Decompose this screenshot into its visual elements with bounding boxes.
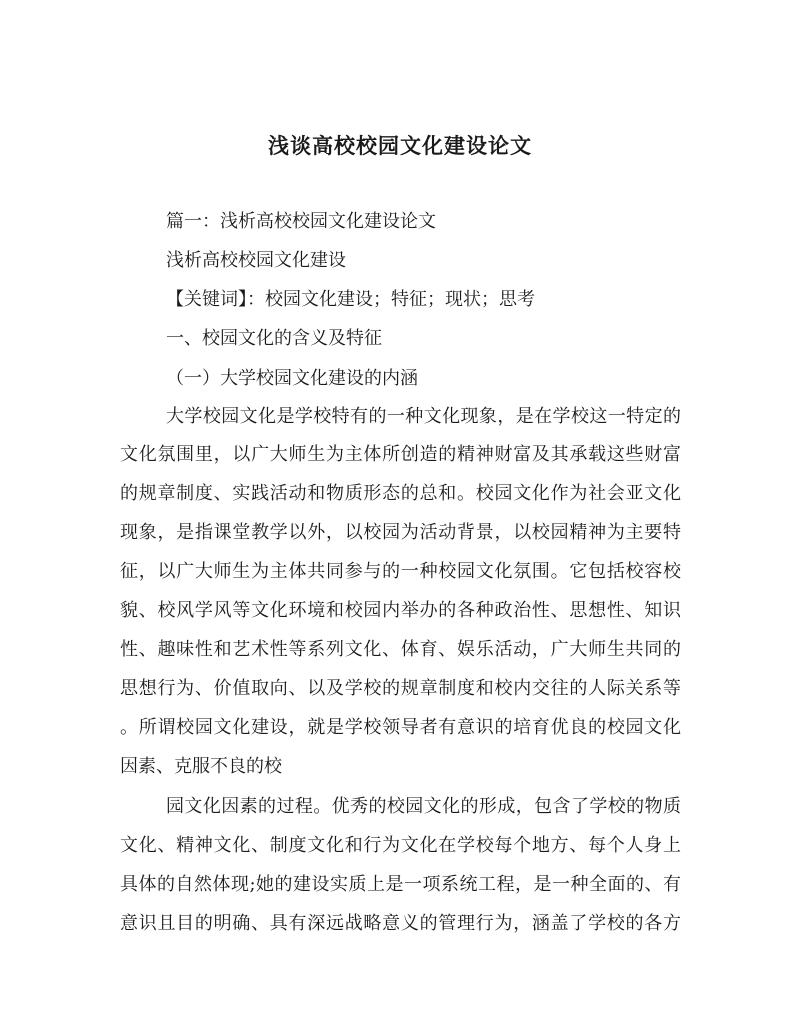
section-heading-part-one: 篇一：浅析高校校园文化建设论文 <box>166 211 436 232</box>
document-title: 浅谈高校校园文化建设论文 <box>268 134 532 158</box>
paragraph-1-line: 文化氛围里，以广大师生为主体所创造的精神财富及其承载这些财富 <box>120 444 681 465</box>
subsection-heading-1-1: （一）大学校园文化建设的内涵 <box>166 368 418 389</box>
paragraph-2-line: 园文化因素的过程。优秀的校园文化的形成，包含了学校的物质 <box>166 796 681 817</box>
paragraph-1-line: 思想行为、价值取向、以及学校的规章制度和校内交往的人际关系等 <box>120 678 681 699</box>
paragraph-1-line: 现象，是指课堂教学以外，以校园为活动背景，以校园精神为主要特 <box>120 522 681 543</box>
article-subtitle: 浅析高校校园文化建设 <box>166 250 346 271</box>
paragraph-2-line: 意识且目的明确、具有深远战略意义的管理行为，涵盖了学校的各方 <box>120 913 681 934</box>
keywords-line: 【关键词】：校园文化建设；特征；现状；思考 <box>166 289 535 310</box>
paragraph-1-line: 因素、克服不良的校 <box>120 756 282 777</box>
paragraph-1-line: 征，以广大师生为主体共同参与的一种校园文化氛围。它包括校容校 <box>120 561 681 582</box>
section-heading-1: 一、校园文化的含义及特征 <box>166 328 382 349</box>
paragraph-1-line: 貌、校风学风等文化环境和校园内举办的各种政治性、思想性、知识 <box>120 600 681 621</box>
paragraph-1-line: 性、趣味性和艺术性等系列文化、体育、娱乐活动，广大师生共同的 <box>120 639 681 660</box>
paragraph-2-line: 文化、精神文化、制度文化和行为文化在学校每个地方、每个人身上 <box>120 835 681 856</box>
paragraph-2-line: 具体的自然体现;她的建设实质上是一项系统工程，是一种全面的、有 <box>120 874 681 895</box>
paragraph-1-line: 。所谓校园文化建设，就是学校领导者有意识的培育优良的校园文化 <box>120 717 681 738</box>
paragraph-1-line: 大学校园文化是学校特有的一种文化现象，是在学校这一特定的 <box>166 406 681 427</box>
paragraph-1-line: 的规章制度、实践活动和物质形态的总和。校园文化作为社会亚文化 <box>120 483 681 504</box>
